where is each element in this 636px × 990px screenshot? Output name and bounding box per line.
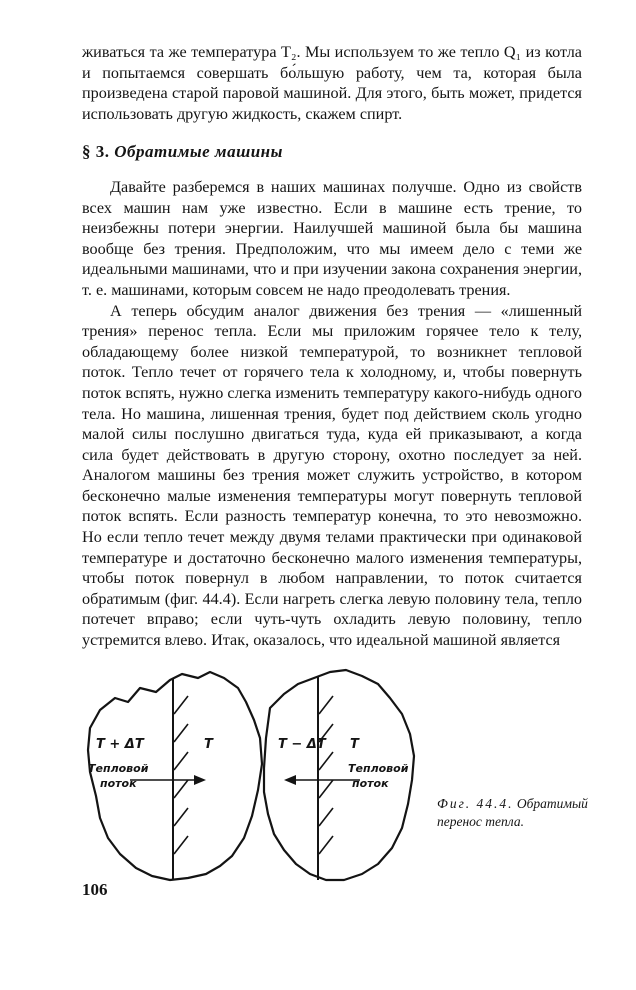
right-body-flow-label-2: поток [352, 777, 389, 790]
left-body-flow-label-1: Тепловой [88, 762, 149, 775]
section-title: Обратимые машины [114, 142, 283, 162]
section-number: § 3. [82, 142, 110, 162]
paragraph-1: Давайте разберемся в наших машинах получше. Одно из свойств всех машин нам уже известно. Если в машине есть трение, то неизбежны потери энергии. Наилучшей машиной была бы машина вообще без трения. Предположим, что мы имеем дело с теми же идеальными машинами, что и при изучении закона сохранения энергии, т. е. машинами, которым совсем не надо преодолевать трения. [82, 177, 582, 299]
left-body-flow-label-2: поток [100, 777, 137, 790]
figure-44-4 [60, 668, 420, 888]
right-body-arrowhead [284, 775, 296, 785]
figure-diagram [60, 668, 420, 888]
left-body-label-hot: T + ΔT [96, 737, 144, 752]
page-number: 106 [82, 880, 108, 899]
figure-caption-text: Обратимый перенос тепла. [437, 796, 588, 829]
text-block [82, 42, 582, 651]
right-body-label-base: T [350, 737, 359, 752]
left-body-outline [88, 672, 262, 880]
right-body-label-cool: T − ΔT [278, 737, 326, 752]
right-body-hatching [319, 696, 333, 854]
left-body-arrowhead [194, 775, 206, 785]
section-heading [82, 142, 582, 163]
left-body-label-cold: T [204, 737, 213, 752]
right-body-outline [264, 670, 414, 880]
paragraph-2: А теперь обсудим аналог движения без трения — «лишенный трения» перенос тепла. Если мы приложим горячее тело к телу, обладающему более низкой температурой, то возникнет тепловой поток. Тепло течет от горячего тела к холодному, и, чтобы повернуть поток вспять, нужно слегка изменить температуру какого-нибудь одного тела. Но машина, лишенная трения, будет под действием сколь угодно малой силы послушно двигаться туда, куда ей приказывают, а когда сила будет действовать в другую сторону, охотно последует за ней. Аналогом машины без трения может служить устройство, в котором бесконечно малые изменения температуры могут повернуть тепловой поток вспять. Если разность температур конечна, то это невозможно. Но если тепло течет между двумя телами практически при одинаковой температуре и достаточно бесконечно малого изменения температуры, чтобы поток повернул в любом направлении, то поток считается обратимым (фиг. 44.4). Если нагреть слегка левую половину тела, тепло потечет вправо; если чуть-чуть охладить левую половину, тепло устремится влево. Итак, оказалось, что идеальной машиной является [82, 301, 582, 650]
right-body-flow-label-1: Тепловой [348, 762, 409, 775]
left-body-hatching [174, 696, 188, 854]
figure-caption-label: Фиг. 44.4. [437, 796, 514, 811]
figure-caption [437, 795, 597, 831]
intro-paragraph: живаться та же температура T₂. Мы используем то же тепло Q₁ из котла и попытаемся совершать бо́льшую работу, чем та, которая была произведена старой паровой машиной. Для этого, быть может, придется использовать другую жидкость, скажем спирт. [82, 43, 582, 123]
